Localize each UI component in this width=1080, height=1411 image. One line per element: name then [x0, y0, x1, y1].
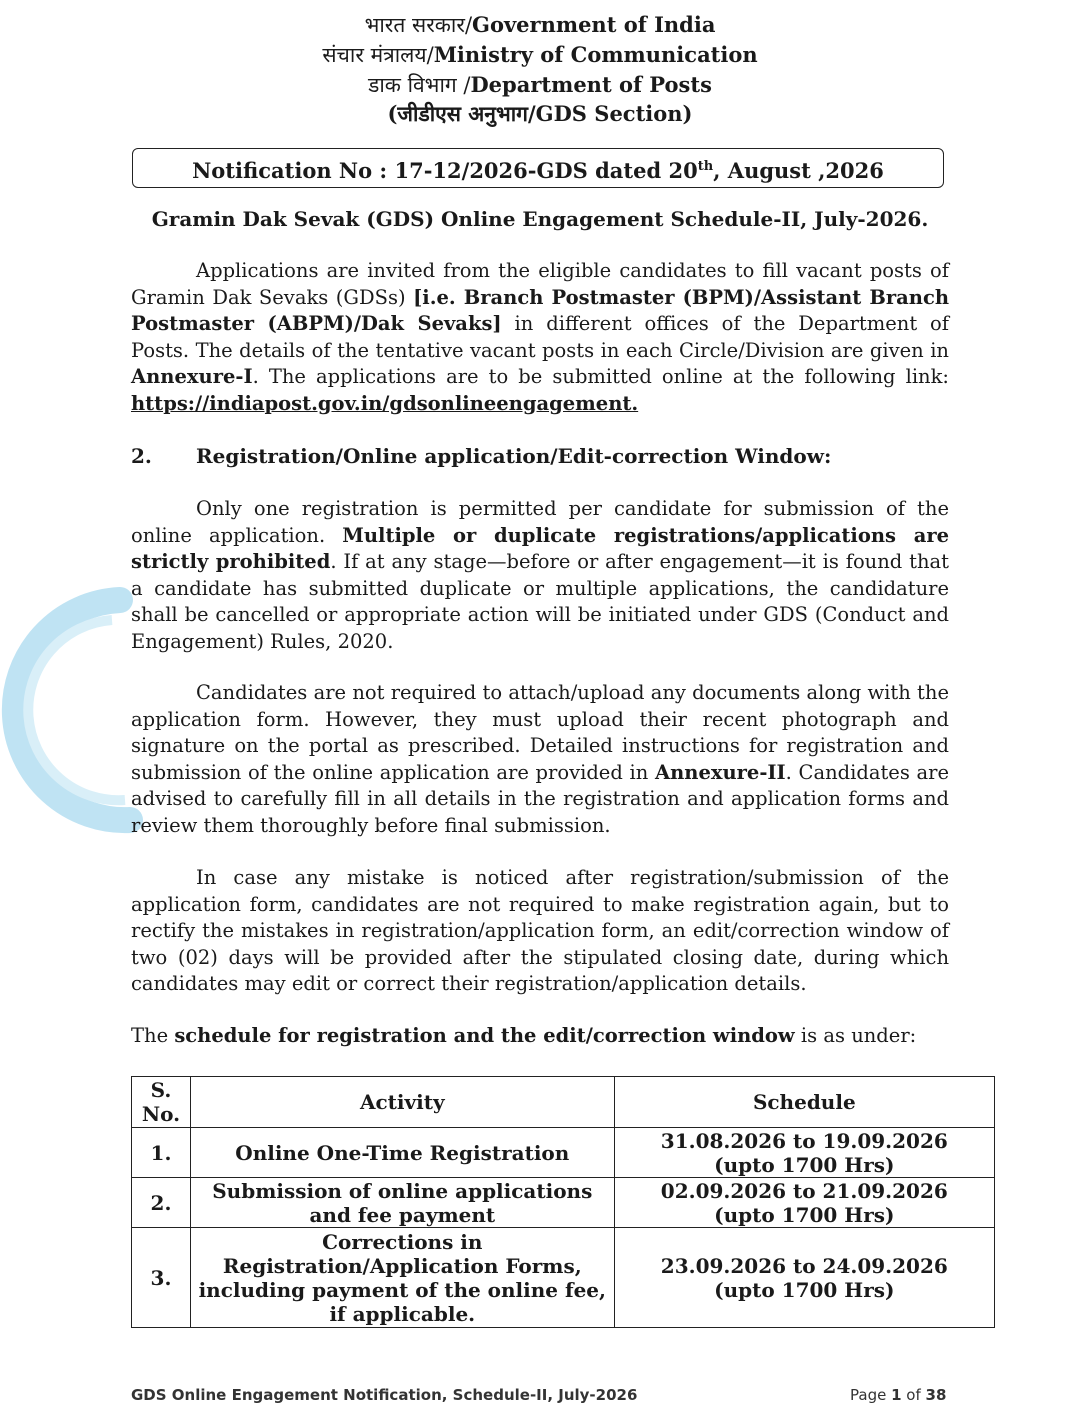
- header-sno: [132, 1077, 191, 1128]
- document-subject: Gramin Dak Sevak (GDS) Online Engagement Schedule-II, July-2026.: [151, 207, 929, 231]
- paragraph-correction: [131, 865, 949, 998]
- table-row: [132, 1128, 995, 1178]
- cell-sno: 1.: [132, 1128, 191, 1178]
- cell-activity: [190, 1128, 614, 1178]
- table-row: [132, 1178, 995, 1228]
- gds-portal-link[interactable]: https://indiapost.gov.in/gdsonlineengagement.: [131, 391, 639, 415]
- cell-text: and fee payment: [309, 1202, 496, 1227]
- schedule-table: [131, 1076, 995, 1328]
- cell-text: including payment of the online fee,: [198, 1277, 606, 1302]
- notification-text: Notification No : 17-12/2026-GDS dated 20: [192, 158, 698, 183]
- header-english-text: GDS Section): [535, 101, 693, 126]
- cell-text: Online One-Time Registration: [235, 1140, 570, 1165]
- text: In case any mistake is noticed after registration/submission of the application form, candidates are not required to make registration again, but to rectify the mistakes in registration/application form, an edit/correction window of two (02) days will be provided after the stipulated closing date, during which candidates may edit or correct their registration/application details.: [131, 866, 949, 996]
- cell-schedule: [614, 1228, 994, 1328]
- cell-text: if applicable.: [329, 1301, 476, 1326]
- header-line-government: [0, 10, 1080, 40]
- cell-schedule: [614, 1178, 994, 1228]
- bold-text: Annexure-II: [654, 760, 786, 784]
- header-hindi-text: डाक विभाग /: [368, 73, 471, 97]
- text: Only one registration is permitted per candidate for submission of the online application.: [131, 497, 949, 547]
- text: . If at any stage—before or after engagement—it is found that a candidate has submitted duplicate or multiple applications, the candidature shall be cancelled or appropriate action will be initiated under GDS (Conduct and Engagement) Rules, 2020.: [131, 550, 949, 653]
- section-heading: [131, 442, 949, 470]
- schedule-intro: [131, 1022, 949, 1050]
- cell-text: (upto 1700 Hrs): [714, 1202, 895, 1227]
- header-text: No.: [141, 1102, 181, 1126]
- page-total: 38: [925, 1386, 947, 1404]
- cell-schedule: [614, 1128, 994, 1178]
- text: The: [131, 1024, 175, 1047]
- paragraph-documents: [131, 680, 949, 840]
- cell-text: (upto 1700 Hrs): [714, 1277, 895, 1302]
- notification-date: , August ,2026: [713, 158, 884, 183]
- cell-activity: [190, 1178, 614, 1228]
- header-schedule: Schedule: [614, 1077, 994, 1128]
- cell-sno: 2.: [132, 1178, 191, 1228]
- cell-text: Registration/Application Forms,: [222, 1253, 582, 1278]
- page-number: [850, 1386, 946, 1404]
- cell-text: 02.09.2026 to 21.09.2026: [660, 1178, 948, 1203]
- header-text: S.: [150, 1078, 172, 1102]
- page-label: Page: [850, 1386, 892, 1404]
- bold-text: Multiple or duplicate registrations/applications are strictly prohibited: [131, 523, 950, 574]
- paragraph-intro: [131, 258, 949, 418]
- footer-title: GDS Online Engagement Notification, Schedule-II, July-2026: [131, 1386, 638, 1404]
- cell-sno: 3.: [132, 1228, 191, 1328]
- section-title: Registration/Online application/Edit-correction Window:: [196, 444, 832, 468]
- cell-text: Submission of online applications: [212, 1178, 593, 1203]
- header-activity: Activity: [190, 1077, 614, 1128]
- text: in different offices of the Department of Posts. The details of the tentative vacant posts in each Circle/Division are given in: [131, 312, 949, 362]
- text: is as under:: [794, 1024, 917, 1047]
- cell-text: 31.08.2026 to 19.09.2026: [660, 1128, 948, 1153]
- header-hindi-text: भारत सरकार/: [364, 13, 473, 37]
- header-hindi-text: (जीडीएस अनुभाग/: [387, 101, 536, 126]
- header-line-department: [0, 70, 1080, 100]
- bold-text: schedule for registration and the edit/correction window: [174, 1024, 795, 1047]
- table-header-row: [132, 1077, 995, 1128]
- notification-number-box: [132, 148, 944, 188]
- header-hindi-text: संचार मंत्रालय/: [322, 43, 434, 67]
- text: . The applications are to be submitted online at the following link:: [252, 365, 949, 389]
- notification-superscript: th: [697, 159, 714, 174]
- cell-text: 23.09.2026 to 24.09.2026: [660, 1253, 948, 1278]
- header-english-text: Government of India: [472, 12, 716, 37]
- cell-text: Corrections in: [322, 1229, 483, 1254]
- paragraph-registration: [131, 496, 949, 656]
- page-of: of: [901, 1386, 926, 1404]
- bold-text: [i.e. Branch Postmaster (BPM)/Assistant Branch Postmaster (ABPM)/Dak Sevaks]: [131, 285, 949, 336]
- section-number: 2.: [131, 444, 152, 468]
- cell-text: (upto 1700 Hrs): [714, 1152, 895, 1177]
- cell-activity: [190, 1228, 614, 1328]
- header-english-text: Ministry of Communication: [433, 42, 758, 67]
- bold-text: Annexure-I: [131, 365, 253, 389]
- page-current: 1: [891, 1386, 902, 1404]
- header-line-ministry: [0, 40, 1080, 70]
- table-row: [132, 1228, 995, 1328]
- text: . Candidates are advised to carefully fill in all details in the registration and application forms and review them thoroughly before final submission.: [131, 760, 949, 837]
- text: Applications are invited from the eligible candidates to fill vacant posts of Gramin Dak Sevaks (GDSs): [131, 259, 949, 309]
- header-english-text: Department of Posts: [470, 72, 712, 97]
- text: Candidates are not required to attach/upload any documents along with the application form. However, they must upload their recent photograph and signature on the portal as prescribed. Detailed instructions for registration and submission of the online application are provided in: [131, 681, 949, 784]
- header-line-section: [0, 99, 1080, 129]
